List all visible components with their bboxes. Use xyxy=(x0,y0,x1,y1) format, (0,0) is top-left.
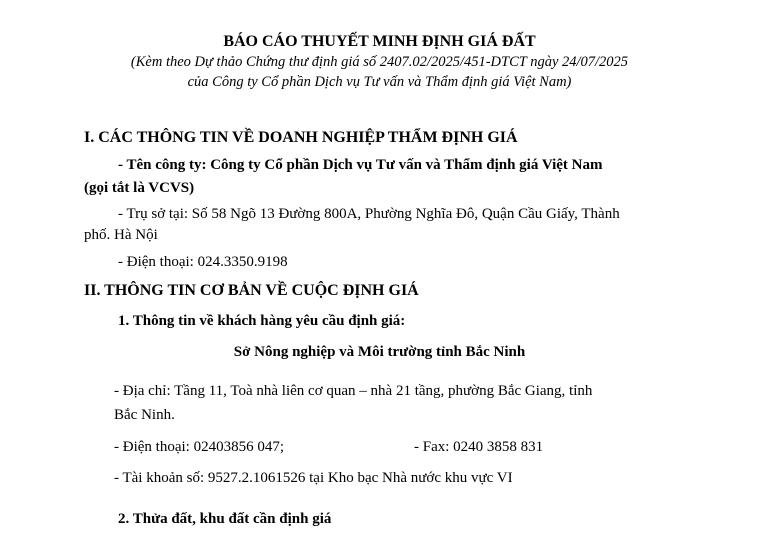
report-subtitle-line1: (Kèm theo Dự thảo Chứng thư định giá số 2407.02/2025/451-DTCT ngày 24/07/2025 xyxy=(130,54,629,70)
report-subtitle-line2: của Công ty Cổ phần Dịch vụ Tư vấn và Thẩm định giá Việt Nam) xyxy=(187,74,572,90)
company-address-line1: - Trụ sở tại: Số 58 Ngõ 13 Đường 800A, Phường Nghĩa Đô, Quận Cầu Giấy, Thành xyxy=(118,206,620,222)
company-phone: - Điện thoại: 024.3350.9198 xyxy=(118,254,288,270)
land-parcel-heading: 2. Thửa đất, khu đất cần định giá xyxy=(118,511,332,527)
client-info-heading: 1. Thông tin về khách hàng yêu cầu định giá: xyxy=(118,313,406,329)
client-name: Sở Nông nghiệp và Môi trường tỉnh Bắc Ninh xyxy=(233,344,526,360)
client-address-line2: Bắc Ninh. xyxy=(114,407,175,423)
client-address-line1: - Địa chỉ: Tầng 11, Toà nhà liên cơ quan – nhà 21 tầng, phường Bắc Giang, tỉnh xyxy=(114,383,593,399)
client-phone: - Điện thoại: 02403856 047; xyxy=(114,439,284,455)
client-fax: - Fax: 0240 3858 831 xyxy=(414,439,544,455)
section2-heading: II. THÔNG TIN CƠ BẢN VỀ CUỘC ĐỊNH GIÁ xyxy=(84,282,419,299)
company-address-line2: phố. Hà Nội xyxy=(84,227,158,243)
client-account: - Tài khoản số: 9527.2.1061526 tại Kho bạc Nhà nước khu vực VI xyxy=(114,470,513,486)
company-name-line2: (gọi tắt là VCVS) xyxy=(84,180,195,196)
company-name-line1: - Tên công ty: Công ty Cổ phần Dịch vụ Tư vấn và Thẩm định giá Việt Nam xyxy=(118,157,603,173)
report-title: BÁO CÁO THUYẾT MINH ĐỊNH GIÁ ĐẤT xyxy=(223,33,536,50)
section1-heading: I. CÁC THÔNG TIN VỀ DOANH NGHIỆP THẨM ĐỊNH GIÁ xyxy=(84,129,518,146)
